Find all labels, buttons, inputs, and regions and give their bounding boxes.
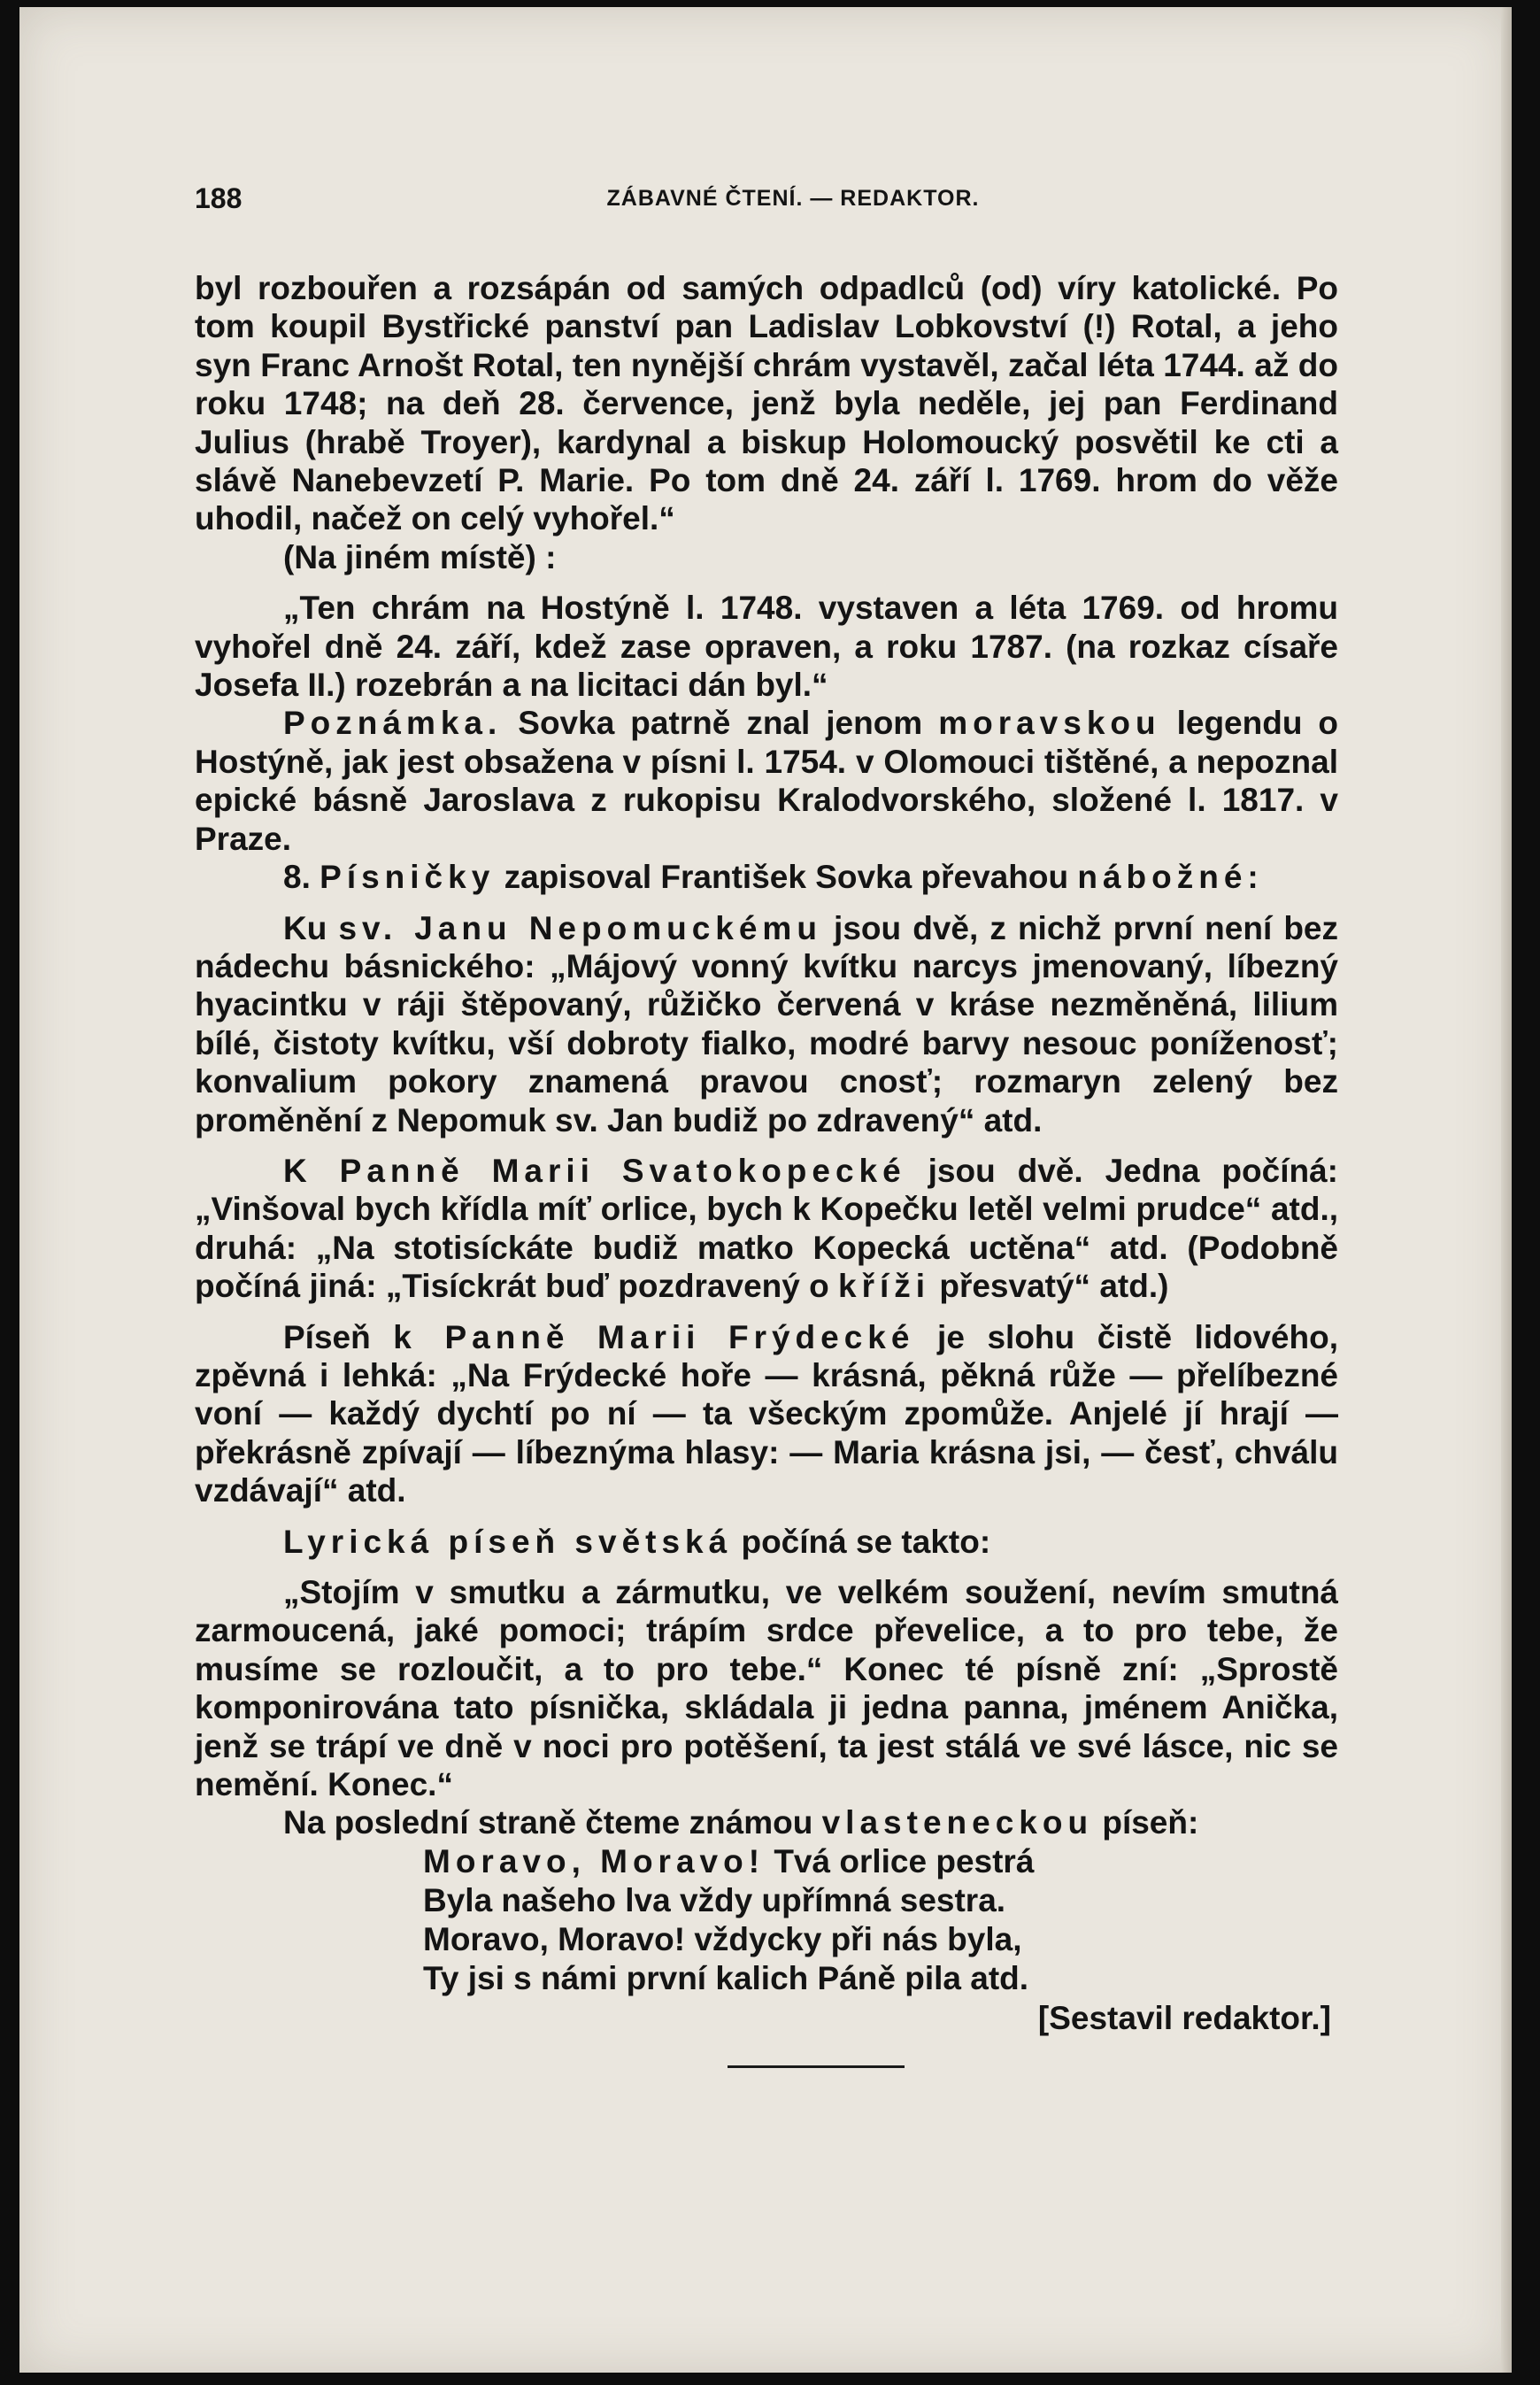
paragraph-10: „Stojím v smutku a zármutku, ve velkém soužení, nevím smutná zarmoucená, jaké pomoci; trápím srdce převelice, a to pro tebe, že musíme se rozloučit, a to pro tebe.“ Konec té písně zní: „Sprostě komponirována tato písnička, skládala ji jedna panna, jménem Anička, jenž se trápí ve dně v noci pro potěšení, ta jest stálá ve své lásce, nic se nemění. Konec.“ (195, 1574, 1338, 1803)
paragraph-3: „Ten chrám na Hostýně l. 1748. vystaven a léta 1769. od hromu vyhořel dně 24. září, kdež zase opraven, a roku 1787. (na rozkaz císaře Josefa II.) rozebrán a na licitaci dán byl.“ (195, 590, 1338, 704)
emphasis-nabozne: nábožné (1077, 859, 1248, 896)
paragraph-9: Lyrická píseň světská počíná se takto: (283, 1523, 991, 1560)
verse-line-2: Byla našeho lva vždy upřímná sestra. (423, 1881, 1006, 1918)
note-label: Poznámka. (283, 705, 503, 742)
emphasis-nepomuk: sv. Janu Nepomuckému (338, 909, 822, 946)
paragraph-7: K Panně Marii Svatokopecké jsou dvě. Jedna počíná: „Vinšoval bych křídla míť orlice, bych k Kopečku letěl velmi prudce“ atd., druhá: „Na stotisíckáte budiž matko Kopecká uctěna“ atd. (Podobně počíná jiná: „Tisíckrát buď pozdravený o kříži přesvatý“ atd.) (195, 1152, 1338, 1305)
emphasis-krizi: kříži (838, 1268, 931, 1305)
verse-line-1: Moravo, Moravo! Tvá orlice pestrá (423, 1842, 1035, 1879)
emphasis-moravskou: moravskou (938, 705, 1161, 742)
paragraph-4-note: Poznámka. Sovka patrně znal jenom moravskou legendu o Hostýně, jak jest obsažena v písni l. 1754. v Olomouci tištěné, a nepoznal epické básně Jaroslava z rukopisu Kralodvorského, složené l. 1817. v Praze. (195, 705, 1339, 857)
emphasis-svatokopecke: K Panně Marii Svatokopecké (283, 1152, 906, 1189)
running-head: ZÁBAVNÉ ČTENÍ. — REDAKTOR. (606, 186, 980, 211)
emphasis-lyricka: Lyrická píseň světská (283, 1523, 733, 1560)
verse-block (423, 1842, 1338, 1998)
emphasis-pisnicky: Písničky (320, 859, 496, 896)
emphasis-vlasteneckou: vlasteneckou (821, 1804, 1094, 1841)
signature: [Sestavil redaktor.] (1037, 1999, 1331, 2036)
emphasis-frydecke: k Panně Marii Frýdecké (393, 1318, 915, 1355)
end-rule (728, 2065, 905, 2068)
verse-line-3: Moravo, Moravo! vždycky při nás byla, (423, 1920, 1022, 1957)
scanned-page (19, 7, 1512, 2373)
emphasis-moravo: Moravo, Moravo! (423, 1842, 766, 1879)
paragraph-1: byl rozbouřen a rozsápán od samých odpadlců (od) víry katolické. Po tom koupil Bystřické panství pan Ladislav Lobkovství (!) Rotal, a jeho syn Franc Arnošt Rotal, ten nynější chrám vystavěl, začal léta 1744. až do roku 1748; na deň 28. července, jenž byla neděle, jej pan Ferdinand Julius (hrabě Troyer), kardynal a biskup Holomoucký posvětil ke cti a slávě Nanebevzetí P. Marie. Po tom dně 24. září l. 1769. hrom do věže uhodil, načež on celý vyhořel.“ (195, 270, 1338, 537)
paragraph-8: Píseň k Panně Marii Frýdecké je slohu čistě lidového, zpěvná i lehká: „Na Frýdecké hoře — krásná, pěkná růže — přelíbezné voní — každý dychtí po ní — ta všeckým zpomůže. Anjelé jí hrají — překrásně zpívají — líbeznýma hlasy: — Maria krásna jsi, — česť, chválu vzdávají“ atd. (195, 1318, 1338, 1509)
article-body (195, 269, 1338, 2068)
paragraph-2: (Na jiném místě) : (283, 538, 557, 575)
page-spine-edge (1501, 7, 1512, 2373)
verse-line-4: Ty jsi s námi první kalich Páně pila atd. (423, 1959, 1029, 1996)
paragraph-11: Na poslední straně čteme známou vlasteneckou píseň: (283, 1804, 1199, 1841)
page-header (195, 182, 1338, 218)
paragraph-6: Ku sv. Janu Nepomuckému jsou dvě, z nichž první není bez nádechu básnického: „Májový vonný kvítku narcys jmenovaný, líbezný hyacintku v ráji štěpovaný, růžičko červená v kráse nezměněná, lilium bílé, čistoty kvítku, vší dobroty fialko, modré barvy nesouc poníženosť; konvalium pokory znamená pravou cnosť; rozmaryn zelený bez proměnění z Nepomuk sv. Jan budiž po zdravený“ atd. (195, 909, 1339, 1138)
paragraph-5: 8. Písničky zapisoval František Sovka převahou nábožné: (283, 859, 1259, 896)
page-number: 188 (195, 182, 243, 214)
